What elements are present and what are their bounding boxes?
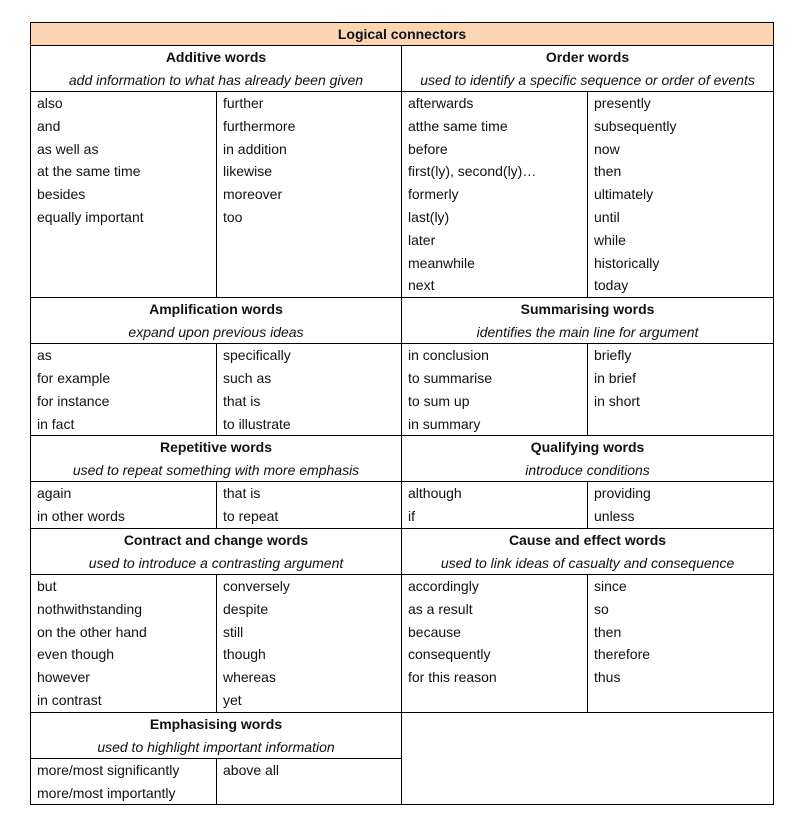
section-heading: Repetitive words <box>159 439 273 456</box>
word-list <box>588 574 774 712</box>
logical-connectors-table-wrap <box>30 22 773 805</box>
connector-word: before <box>408 140 448 157</box>
connector-word: in short <box>594 392 640 409</box>
section-subtitle: used to repeat something with more emphasis <box>72 462 360 479</box>
section-heading: Order words <box>545 49 630 65</box>
connector-word: to sum up <box>408 392 470 409</box>
section-subtitle: used to identify a specific sequence or order of events <box>420 72 755 88</box>
connector-word: ultimately <box>594 186 654 203</box>
connector-word: likewise <box>223 163 273 180</box>
connector-word: in summary <box>408 415 481 432</box>
connector-word: but <box>37 577 57 594</box>
connector-word: furthermore <box>223 117 296 134</box>
connector-word: in brief <box>594 369 637 386</box>
connector-word: however <box>37 669 90 686</box>
connector-word: in fact <box>37 415 75 432</box>
connector-word: formerly <box>408 186 459 203</box>
connector-word: that is <box>223 392 261 409</box>
connector-word: nothwithstanding <box>37 600 143 617</box>
connector-word: besides <box>37 186 86 203</box>
section-header-repetitive <box>31 436 402 482</box>
word-list <box>402 574 588 712</box>
connector-word: and <box>37 117 61 134</box>
section-subtitle: expand upon previous ideas <box>128 324 304 341</box>
connector-word: whereas <box>223 669 276 686</box>
section-heading: Emphasising words <box>149 715 283 732</box>
word-list <box>31 482 217 529</box>
connector-word: as a result <box>408 600 473 617</box>
connector-word: so <box>594 600 609 617</box>
connector-word: then <box>594 163 622 180</box>
connector-word: because <box>408 623 461 640</box>
section-heading: Qualifying words <box>530 439 645 456</box>
section-subtitle: used to link ideas of casualty and consequence <box>440 554 735 571</box>
connector-word: in addition <box>223 140 287 157</box>
word-list <box>217 574 402 712</box>
section-header-summarising <box>402 298 774 344</box>
connector-word: briefly <box>594 347 632 364</box>
connector-word: later <box>408 231 436 248</box>
connector-word: consequently <box>408 646 491 663</box>
section-header-additive <box>31 46 402 92</box>
section-header-qualifying <box>402 436 774 482</box>
connector-word: next <box>408 277 435 294</box>
connector-word: equally important <box>37 208 144 225</box>
connector-word: in other words <box>37 508 125 525</box>
word-list <box>31 574 217 712</box>
section-header-amplification <box>31 298 402 344</box>
section-heading: Contract and change words <box>123 531 309 548</box>
word-list <box>217 482 402 529</box>
word-list <box>217 92 402 298</box>
connector-word: above all <box>223 761 280 778</box>
connector-word: atthe same time <box>408 117 508 134</box>
connector-word: first(ly), second(ly)… <box>408 163 537 180</box>
connector-word: more/most significantly <box>37 761 180 778</box>
word-list <box>31 92 217 298</box>
connector-word: unless <box>594 508 635 525</box>
connector-word: further <box>223 95 264 111</box>
section-heading: Additive words <box>165 49 267 65</box>
logical-connectors-table <box>30 22 774 805</box>
connector-word: even though <box>37 646 115 663</box>
connector-word: to summarise <box>408 369 493 386</box>
section-subtitle: used to introduce a contrasting argument <box>88 554 344 571</box>
word-list <box>31 344 217 436</box>
table-title: Logical connectors <box>31 23 774 46</box>
connector-word: despite <box>223 600 269 617</box>
connector-word: at the same time <box>37 163 141 180</box>
connector-word: providing <box>594 485 651 502</box>
connector-word: thus <box>594 669 621 686</box>
connector-word: conversely <box>223 577 290 594</box>
connector-word: to repeat <box>223 508 279 525</box>
empty-cell <box>402 712 774 805</box>
section-subtitle: introduce conditions <box>525 462 650 479</box>
connector-word: historically <box>594 254 660 271</box>
connector-word: since <box>594 577 627 594</box>
section-header-emphasising <box>31 712 402 758</box>
section-heading: Summarising words <box>520 301 655 318</box>
connector-word: for example <box>37 369 111 386</box>
connector-word: though <box>223 646 266 663</box>
connector-word: yet <box>223 691 242 708</box>
word-list <box>588 482 774 529</box>
word-list <box>31 758 217 805</box>
connector-word: in contrast <box>37 691 102 708</box>
connector-word: as well as <box>37 140 99 157</box>
connector-word: such as <box>223 369 272 386</box>
connector-word: while <box>594 231 626 248</box>
connector-word: to illustrate <box>223 415 291 432</box>
connector-word: for this reason <box>408 669 497 686</box>
word-list <box>588 344 774 436</box>
connector-word: on the other hand <box>37 623 147 640</box>
section-header-contract <box>31 528 402 574</box>
connector-word: presently <box>594 95 651 111</box>
connector-word: that is <box>223 485 261 502</box>
connector-word: for instance <box>37 392 110 409</box>
section-subtitle: identifies the main line for argument <box>476 324 699 341</box>
connector-word: moreover <box>223 186 283 203</box>
word-list <box>402 344 588 436</box>
connector-word: as <box>37 347 52 364</box>
section-subtitle: used to highlight important information <box>97 738 335 755</box>
word-list <box>217 758 402 805</box>
connector-word: in conclusion <box>408 347 489 364</box>
connector-word: again <box>37 485 72 502</box>
connector-word: therefore <box>594 646 651 663</box>
word-list <box>217 344 402 436</box>
connector-word: also <box>37 95 63 111</box>
section-subtitle: add information to what has already been given <box>68 72 364 88</box>
section-heading: Cause and effect words <box>508 531 667 548</box>
word-list <box>402 482 588 529</box>
connector-word: still <box>223 623 244 640</box>
connector-word: subsequently <box>594 117 677 134</box>
connector-word: if <box>408 508 415 525</box>
section-heading: Amplification words <box>149 301 283 318</box>
connector-word: accordingly <box>408 577 479 594</box>
connector-word: although <box>408 485 462 502</box>
connector-word: afterwards <box>408 95 474 111</box>
connector-word: now <box>594 140 620 157</box>
section-header-order <box>402 46 774 92</box>
word-list <box>402 92 588 298</box>
section-header-cause <box>402 528 774 574</box>
connector-word: last(ly) <box>408 208 450 225</box>
connector-word: specifically <box>223 347 291 364</box>
connector-word: then <box>594 623 622 640</box>
connector-word: meanwhile <box>408 254 475 271</box>
connector-word: today <box>594 277 629 294</box>
connector-word: until <box>594 208 620 225</box>
connector-word: too <box>223 208 243 225</box>
connector-word: more/most importantly <box>37 784 176 801</box>
word-list <box>588 92 774 298</box>
